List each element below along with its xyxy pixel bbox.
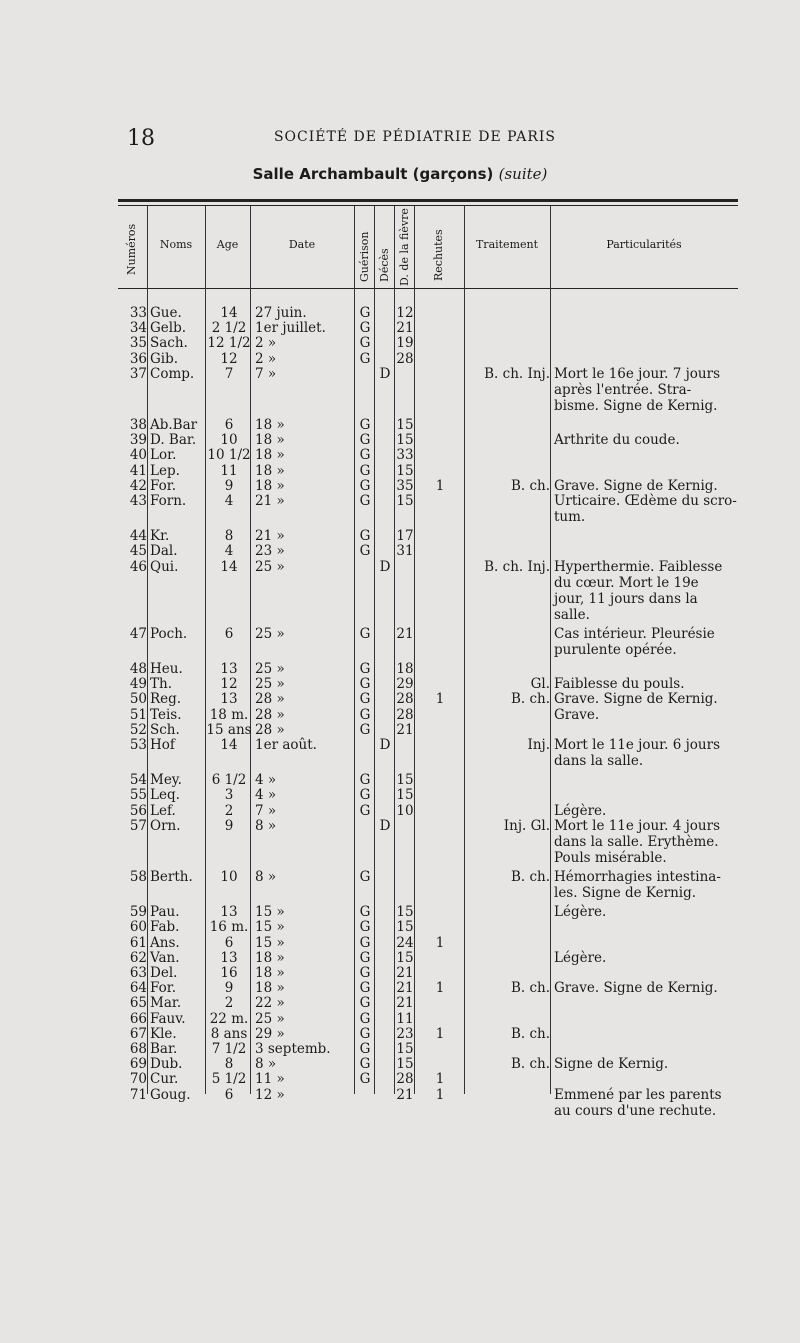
cell-guerison: G (359, 462, 371, 479)
cell-fievre: 15 (396, 1041, 414, 1057)
cell-guerison: G (359, 350, 371, 367)
cell-nom: Forn. (150, 493, 187, 509)
cell-date: 18 » (255, 477, 285, 494)
cell-nom: For. (150, 477, 177, 494)
cell-guerison: G (359, 1041, 371, 1057)
cell-fievre: 29 (396, 676, 414, 693)
cell-date: 2 » (255, 335, 277, 352)
cell-age: 2 (224, 995, 234, 1012)
cell-guerison: G (359, 949, 371, 966)
cell-fievre: 11 (396, 1010, 414, 1027)
cell-date: 15 » (255, 934, 285, 951)
cell-numero: 52 (129, 721, 147, 738)
cell-nom: Van. (150, 949, 180, 966)
cell-deces: D (379, 558, 391, 575)
cell-age: 6 (224, 417, 234, 433)
cell-guerison: G (359, 432, 371, 449)
cell-particularites: Hémorrhagies intestina- les. Signe de Kernig. (554, 869, 721, 901)
cell-guerison: G (359, 706, 371, 723)
cell-fievre: 21 (396, 980, 414, 997)
cell-fievre: 21 (396, 721, 414, 738)
cell-age: 12 1/2 (207, 335, 251, 352)
cell-nom: Cur. (150, 1071, 179, 1088)
cell-particularites: Hyperthermie. Faiblesse du cœur. Mort le 19e jour, 11 jours dans la salle. (554, 558, 723, 623)
cell-date: 18 » (255, 447, 285, 464)
cell-guerison: G (359, 320, 371, 337)
cell-date: 29 » (255, 1025, 285, 1042)
cell-fievre: 17 (396, 528, 414, 545)
cell-traitement: B. ch. Inj. (484, 558, 550, 575)
cell-age: 6 (224, 934, 234, 951)
cell-numero: 70 (129, 1071, 147, 1088)
cell-date: 25 » (255, 1010, 285, 1027)
cell-fievre: 35 (396, 477, 414, 494)
cell-numero: 58 (129, 869, 147, 885)
cell-date: 15 » (255, 919, 285, 936)
cell-fievre: 15 (396, 949, 414, 966)
col-line (354, 206, 355, 1094)
cell-deces: D (379, 737, 391, 753)
cell-particularites: Grave. (554, 706, 600, 723)
cell-particularites: Signe de Kernig. (554, 1056, 669, 1073)
cell-rechute: 1 (435, 934, 445, 951)
cell-numero: 43 (129, 493, 147, 509)
cell-fievre: 21 (396, 625, 414, 642)
cell-nom: Comp. (150, 365, 195, 382)
cell-numero: 55 (129, 787, 147, 804)
cell-rechute: 1 (435, 691, 445, 708)
cell-guerison: G (359, 919, 371, 936)
cell-fievre: 15 (396, 787, 414, 804)
cell-nom: Pau. (150, 904, 180, 921)
cell-guerison: G (359, 676, 371, 693)
cell-nom: Reg. (150, 691, 182, 708)
cell-guerison: G (359, 787, 371, 804)
cell-date: 8 » (255, 1056, 277, 1073)
header-date: Date (288, 238, 316, 251)
cell-deces: D (379, 365, 391, 382)
cell-guerison: G (359, 477, 371, 494)
cell-guerison: G (359, 1056, 371, 1073)
header-traitement: Traitement (475, 238, 539, 251)
cell-traitement: B. ch. (510, 1056, 550, 1073)
cell-numero: 62 (129, 949, 147, 966)
cell-fievre: 21 (396, 1086, 414, 1103)
cell-age: 13 (220, 904, 238, 921)
cell-nom: Heu. (150, 661, 183, 677)
cell-date: 27 juin. (255, 305, 307, 321)
cell-guerison: G (359, 721, 371, 738)
cell-numero: 65 (129, 995, 147, 1012)
cell-particularites: Faiblesse du pouls. (554, 676, 685, 693)
cell-traitement: B. ch. (510, 869, 550, 885)
cell-numero: 47 (129, 625, 147, 642)
header-particularites: Particularités (606, 238, 682, 251)
cell-numero: 57 (129, 817, 147, 834)
cell-date: 21 » (255, 528, 285, 545)
cell-fievre: 21 (396, 965, 414, 981)
cell-age: 2 1/2 (211, 320, 247, 337)
cell-date: 18 » (255, 949, 285, 966)
cell-fievre: 15 (396, 417, 414, 433)
cell-numero: 33 (129, 305, 147, 321)
cell-particularites: Urticaire. Œdème du scro- tum. (554, 493, 737, 525)
header-noms: Noms (159, 238, 193, 251)
cell-nom: Lef. (150, 802, 176, 819)
cell-age: 14 (220, 737, 238, 753)
cell-nom: D. Bar. (150, 432, 197, 449)
cell-fievre: 15 (396, 904, 414, 921)
top-rule-thin (118, 205, 738, 206)
cell-date: 22 » (255, 995, 285, 1012)
cell-guerison: G (359, 335, 371, 352)
cell-guerison: G (359, 980, 371, 997)
cell-fievre: 15 (396, 1056, 414, 1073)
cell-age: 15 ans (206, 721, 252, 738)
cell-age: 10 (220, 869, 238, 885)
cell-numero: 36 (129, 350, 147, 367)
header-bottom-rule (118, 288, 738, 289)
cell-fievre: 24 (396, 934, 414, 951)
cell-date: 18 » (255, 462, 285, 479)
cell-particularites: Grave. Signe de Kernig. (554, 980, 718, 997)
table-title-suffix: (suite) (498, 165, 548, 183)
cell-numero: 49 (129, 676, 147, 693)
cell-age: 16 m. (209, 919, 249, 936)
cell-age: 12 (220, 350, 238, 367)
cell-numero: 59 (129, 904, 147, 921)
top-rule (118, 199, 738, 202)
cell-guerison: G (359, 965, 371, 981)
cell-date: 18 » (255, 980, 285, 997)
cell-numero: 35 (129, 335, 147, 352)
cell-date: 28 » (255, 691, 285, 708)
cell-age: 18 m. (209, 706, 249, 723)
cell-nom: Dal. (150, 543, 178, 560)
cell-age: 14 (220, 305, 238, 321)
cell-nom: Fauv. (150, 1010, 186, 1027)
cell-age: 9 (224, 980, 234, 997)
cell-age: 10 1/2 (207, 447, 251, 464)
cell-traitement: Gl. (530, 676, 550, 693)
cell-numero: 38 (129, 417, 147, 433)
cell-traitement: B. ch. Inj. (484, 365, 550, 382)
cell-date: 28 » (255, 721, 285, 738)
cell-numero: 61 (129, 934, 147, 951)
cell-numero: 56 (129, 802, 147, 819)
cell-nom: Ab.Bar (150, 417, 198, 433)
cell-guerison: G (359, 417, 371, 433)
cell-numero: 46 (129, 558, 147, 575)
cell-age: 8 ans (210, 1025, 248, 1042)
cell-fievre: 18 (396, 661, 414, 677)
cell-traitement: Inj. (527, 737, 550, 753)
cell-fievre: 15 (396, 772, 414, 789)
cell-nom: Sach. (150, 335, 188, 352)
cell-nom: Th. (150, 676, 172, 693)
cell-date: 25 » (255, 558, 285, 575)
cell-particularites: Cas intérieur. Pleurésie purulente opérée. (554, 625, 715, 658)
cell-fievre: 15 (396, 432, 414, 449)
cell-fievre: 23 (396, 1025, 414, 1042)
cell-guerison: G (359, 904, 371, 921)
cell-numero: 45 (129, 543, 147, 560)
cell-age: 9 (224, 477, 234, 494)
header-d-fievre: D. de la fièvre (398, 208, 411, 286)
page-number: 18 (127, 126, 155, 151)
cell-date: 4 » (255, 787, 277, 804)
cell-age: 3 (224, 787, 234, 804)
cell-date: 18 » (255, 432, 285, 449)
running-head: SOCIÉTÉ DE PÉDIATRIE DE PARIS (273, 129, 557, 145)
cell-nom: Lor. (150, 447, 177, 464)
cell-fievre: 15 (396, 919, 414, 936)
cell-date: 3 septemb. (255, 1041, 331, 1057)
cell-date: 2 » (255, 350, 277, 367)
cell-nom: Sch. (150, 721, 180, 738)
cell-nom: Berth. (150, 869, 193, 885)
cell-particularites: Mort le 11e jour. 4 jours dans la salle. Erythème. Pouls misérable. (554, 817, 721, 866)
cell-date: 28 » (255, 706, 285, 723)
header-rechutes: Rechutes (432, 229, 445, 281)
cell-age: 13 (220, 691, 238, 708)
cell-fievre: 15 (396, 493, 414, 509)
cell-date: 7 » (255, 365, 277, 382)
cell-fievre: 28 (396, 691, 414, 708)
cell-deces: D (379, 817, 391, 834)
cell-nom: Gue. (150, 305, 182, 321)
cell-guerison: G (359, 772, 371, 789)
cell-numero: 41 (129, 462, 147, 479)
cell-nom: Mar. (150, 995, 182, 1012)
cell-date: 18 » (255, 417, 285, 433)
cell-numero: 39 (129, 432, 147, 449)
cell-guerison: G (359, 934, 371, 951)
cell-traitement: Inj. Gl. (503, 817, 550, 834)
cell-nom: Kr. (150, 528, 170, 545)
cell-numero: 37 (129, 365, 147, 382)
cell-fievre: 21 (396, 320, 414, 337)
cell-date: 25 » (255, 661, 285, 677)
cell-age: 13 (220, 661, 238, 677)
cell-age: 6 (224, 1086, 234, 1103)
cell-date: 1er juillet. (255, 320, 326, 337)
cell-fievre: 12 (396, 305, 414, 321)
cell-nom: Mey. (150, 772, 182, 789)
cell-fievre: 28 (396, 706, 414, 723)
cell-guerison: G (359, 305, 371, 321)
cell-numero: 54 (129, 772, 147, 789)
header-numeros: Numéros (125, 223, 138, 275)
cell-age: 4 (224, 543, 234, 560)
cell-age: 6 1/2 (211, 772, 247, 789)
cell-particularites: Mort le 16e jour. 7 jours après l'entrée. Stra- bisme. Signe de Kernig. (554, 365, 721, 414)
cell-numero: 44 (129, 528, 147, 545)
col-line (147, 206, 148, 1094)
cell-nom: For. (150, 980, 177, 997)
cell-numero: 63 (129, 965, 147, 981)
cell-nom: Qui. (150, 558, 179, 575)
cell-guerison: G (359, 802, 371, 819)
cell-nom: Teis. (150, 706, 182, 723)
cell-age: 5 1/2 (211, 1071, 247, 1088)
cell-numero: 60 (129, 919, 147, 936)
cell-particularites: Légère. (554, 949, 607, 966)
cell-guerison: G (359, 528, 371, 545)
cell-numero: 66 (129, 1010, 147, 1027)
cell-fievre: 33 (396, 447, 414, 464)
cell-fievre: 28 (396, 1071, 414, 1088)
cell-numero: 48 (129, 661, 147, 677)
cell-rechute: 1 (435, 1071, 445, 1088)
cell-age: 4 (224, 493, 234, 509)
cell-nom: Lep. (150, 462, 180, 479)
cell-age: 8 (224, 1056, 234, 1073)
cell-numero: 40 (129, 447, 147, 464)
cell-nom: Hof (150, 737, 175, 753)
cell-date: 15 » (255, 904, 285, 921)
cell-nom: Dub. (150, 1056, 183, 1073)
cell-particularites: Légère. (554, 802, 607, 819)
cell-guerison: G (359, 493, 371, 509)
cell-date: 11 » (255, 1071, 285, 1088)
cell-numero: 53 (129, 737, 147, 753)
cell-nom: Del. (150, 965, 178, 981)
cell-age: 6 (224, 625, 234, 642)
cell-age: 16 (220, 965, 238, 981)
cell-traitement: B. ch. (510, 691, 550, 708)
cell-particularites: Légère. (554, 904, 607, 921)
cell-age: 22 m. (209, 1010, 249, 1027)
col-line (374, 206, 375, 1094)
cell-rechute: 1 (435, 477, 445, 494)
cell-numero: 67 (129, 1025, 147, 1042)
table-title (0, 165, 800, 183)
cell-age: 2 (224, 802, 234, 819)
cell-fievre: 10 (396, 802, 414, 819)
cell-nom: Gelb. (150, 320, 187, 337)
cell-guerison: G (359, 869, 371, 885)
table-title-main: Salle Archambault (garçons) (252, 165, 494, 183)
cell-age: 9 (224, 817, 234, 834)
col-line (464, 206, 465, 1094)
cell-age: 14 (220, 558, 238, 575)
cell-guerison: G (359, 447, 371, 464)
cell-numero: 50 (129, 691, 147, 708)
cell-fievre: 19 (396, 335, 414, 352)
cell-nom: Fab. (150, 919, 180, 936)
cell-date: 12 » (255, 1086, 285, 1103)
cell-nom: Orn. (150, 817, 181, 834)
cell-age: 12 (220, 676, 238, 693)
cell-guerison: G (359, 1071, 371, 1088)
cell-date: 23 » (255, 543, 285, 560)
cell-guerison: G (359, 1025, 371, 1042)
cell-guerison: G (359, 691, 371, 708)
cell-date: 18 » (255, 965, 285, 981)
cell-age: 8 (224, 528, 234, 545)
cell-particularites: Grave. Signe de Kernig. (554, 477, 718, 494)
cell-age: 10 (220, 432, 238, 449)
cell-guerison: G (359, 995, 371, 1012)
cell-nom: Poch. (150, 625, 188, 642)
cell-numero: 42 (129, 477, 147, 494)
cell-date: 8 » (255, 869, 277, 885)
cell-age: 13 (220, 949, 238, 966)
cell-numero: 51 (129, 706, 147, 723)
cell-age: 7 1/2 (211, 1041, 247, 1057)
cell-numero: 64 (129, 980, 147, 997)
cell-date: 25 » (255, 676, 285, 693)
cell-fievre: 15 (396, 462, 414, 479)
cell-particularites: Arthrite du coude. (554, 432, 680, 449)
cell-nom: Bar. (150, 1041, 178, 1057)
cell-date: 7 » (255, 802, 277, 819)
cell-date: 4 » (255, 772, 277, 789)
cell-age: 11 (220, 462, 238, 479)
cell-date: 25 » (255, 625, 285, 642)
cell-fievre: 28 (396, 350, 414, 367)
cell-numero: 71 (129, 1086, 147, 1103)
cell-rechute: 1 (435, 1086, 445, 1103)
cell-nom: Kle. (150, 1025, 177, 1042)
cell-nom: Goug. (150, 1086, 191, 1103)
cell-particularites: Grave. Signe de Kernig. (554, 691, 718, 708)
cell-traitement: B. ch. (510, 1025, 550, 1042)
cell-fievre: 31 (396, 543, 414, 560)
cell-age: 7 (224, 365, 234, 382)
cell-traitement: B. ch. (510, 477, 550, 494)
cell-guerison: G (359, 1010, 371, 1027)
cell-guerison: G (359, 625, 371, 642)
cell-date: 21 » (255, 493, 285, 509)
cell-date: 1er août. (255, 737, 317, 753)
col-line (550, 206, 551, 1094)
cell-guerison: G (359, 661, 371, 677)
cell-fievre: 21 (396, 995, 414, 1012)
cell-guerison: G (359, 543, 371, 560)
cell-numero: 34 (129, 320, 147, 337)
cell-nom: Ans. (150, 934, 180, 951)
cell-numero: 69 (129, 1056, 147, 1073)
header-guerison: Guérison (358, 231, 371, 282)
cell-particularites: Emmené par les parents au cours d'une rechute. (554, 1086, 722, 1119)
header-age: Age (216, 238, 239, 251)
cell-rechute: 1 (435, 1025, 445, 1042)
header-deces: Décès (378, 248, 391, 282)
cell-nom: Gib. (150, 350, 179, 367)
cell-date: 8 » (255, 817, 277, 834)
cell-traitement: B. ch. (510, 980, 550, 997)
cell-nom: Leq. (150, 787, 180, 804)
cell-rechute: 1 (435, 980, 445, 997)
cell-particularites: Mort le 11e jour. 6 jours dans la salle. (554, 737, 721, 769)
cell-numero: 68 (129, 1041, 147, 1057)
